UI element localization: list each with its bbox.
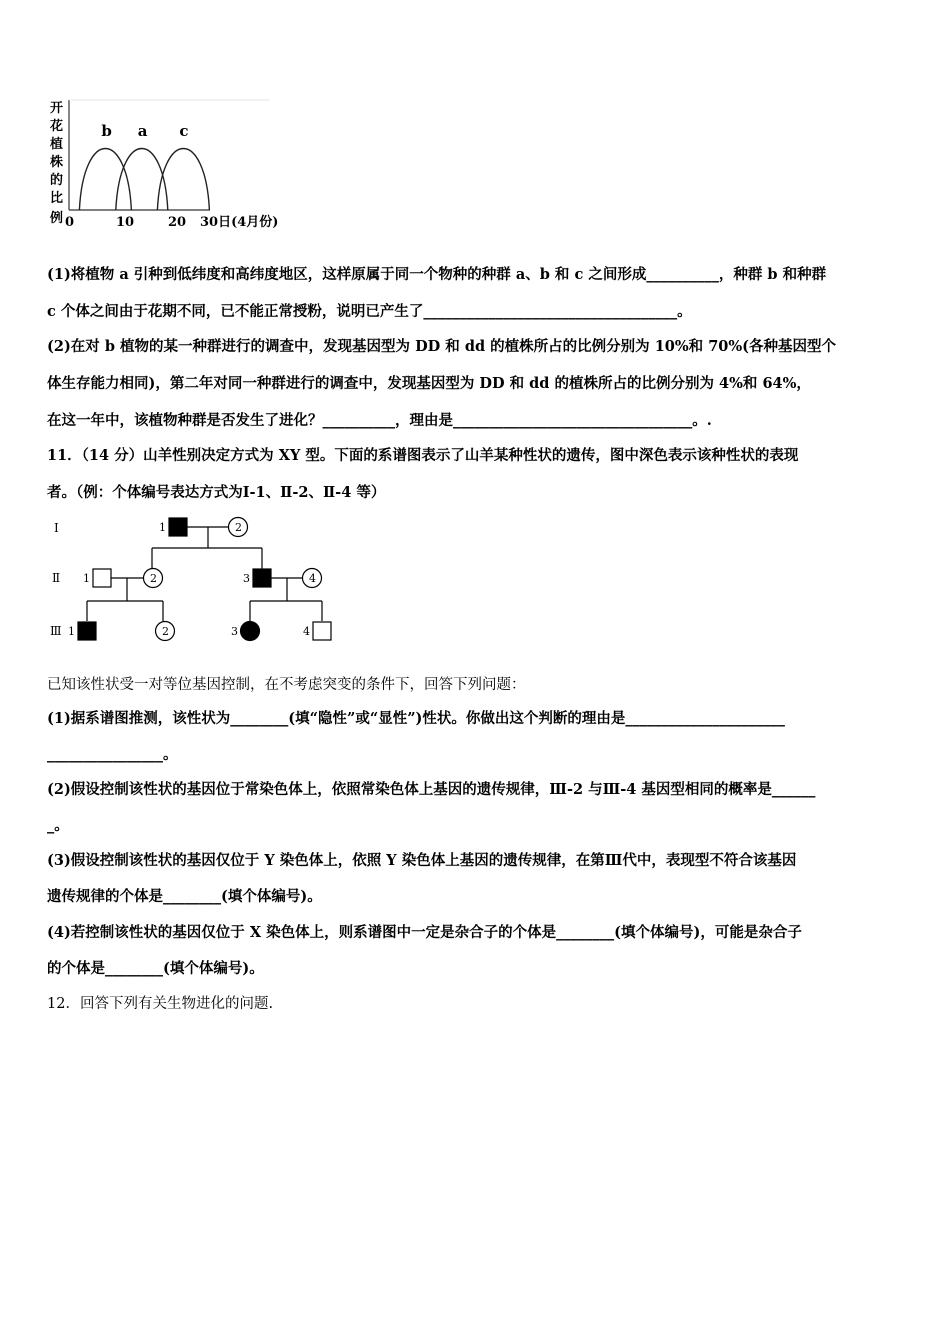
curve-label-a: a xyxy=(137,122,148,140)
individual-number-Ⅲ-1: 1 xyxy=(68,625,75,638)
chart-tick-0: 0 xyxy=(65,215,75,230)
chart-tick-20: 20 xyxy=(168,215,187,230)
individual-number-Ⅱ-4: 4 xyxy=(309,572,316,585)
q12-text: 12．回答下列有关生物进化的问题. xyxy=(47,996,274,1012)
pedigree-chart xyxy=(40,510,360,650)
individual-Ⅱ-3 xyxy=(253,569,271,587)
individual-number-Ⅱ-3: 3 xyxy=(243,572,250,585)
individual-number-Ⅲ-3: 3 xyxy=(231,625,238,638)
q11-p2-line1: (2)假设控制该性状的基因位于常染色体上，依照常染色体上基因的遗传规律，Ⅲ-2 与Ⅲ-4 基因型相同的概率是______ xyxy=(47,781,816,798)
q11-p3-line2: 遗传规律的个体是________(填个体编号)。 xyxy=(47,888,322,905)
curve-c xyxy=(157,149,209,211)
curve-label-b: b xyxy=(101,122,112,140)
gen-label-2: Ⅱ xyxy=(52,571,61,585)
q10-p2-line1: (2)在对 b 植物的某一种群进行的调查中，发现基因型为 DD 和 dd 的植株所占的比例分别为 10%和 70%(各种基因型个 xyxy=(47,338,837,355)
curve-label-c: c xyxy=(179,122,189,140)
individual-Ⅲ-1 xyxy=(78,622,96,640)
chart-ylabel-2: 花 xyxy=(50,119,64,134)
q10-p1-line1: (1)将植物 a 引种到低纬度和高纬度地区，这样原属于同一个物种的种群 a、b 和 c 之间形成__________，种群 b 和种群 xyxy=(47,266,827,283)
q10-p1-line2: c 个体之间由于花期不同，已不能正常授粉，说明已产生了___________________________________。 xyxy=(47,303,692,320)
individual-Ⅱ-1 xyxy=(93,569,111,587)
q11-p3-line1: (3)假设控制该性状的基因仅位于 Y 染色体上，依照 Y 染色体上基因的遗传规律，在第Ⅲ代中，表现型不符合该基因 xyxy=(47,852,797,869)
chart-ylabel-5: 的 xyxy=(50,173,64,188)
chart-ylabel-6: 比 xyxy=(50,191,64,206)
q10-p2-line3: 在这一年中，该植物种群是否发生了进化？__________，理由是_________________________________。. xyxy=(47,412,712,429)
individual-number-Ⅲ-2: 2 xyxy=(162,625,169,638)
curve-a xyxy=(116,149,168,211)
gen-label-1: Ⅰ xyxy=(54,521,59,535)
individual-number-Ⅰ-1: 1 xyxy=(159,521,166,534)
q11-p2-line2: _。 xyxy=(47,817,69,834)
q10-p2-line2: 体生存能力相同)，第二年对同一种群进行的调查中，发现基因型为 DD 和 dd 的植株所占的比例分别为 4%和 64%， xyxy=(47,375,811,392)
q11-known: 已知该性状受一对等位基因控制，在不考虑突变的条件下，回答下列问题： xyxy=(47,677,526,693)
flowering-chart xyxy=(40,98,290,238)
chart-tick-10: 10 xyxy=(116,215,135,230)
q11-intro-line2: 者。（例：个体编号表达方式为Ⅰ-1、Ⅱ-2、Ⅱ-4 等） xyxy=(47,484,386,501)
chart-ylabel-3: 植 xyxy=(50,137,64,152)
q11-intro-line1: 11．（14 分）山羊性别决定方式为 XY 型。下面的系谱图表示了山羊某种性状的遗传，图中深色表示该种性状的表现 xyxy=(47,447,799,464)
individual-Ⅲ-3 xyxy=(241,622,260,641)
q11-p4-line2: 的个体是________(填个体编号)。 xyxy=(47,960,264,977)
q11-p1-line2: ________________。 xyxy=(47,746,178,763)
chart-ylabel-7: 例 xyxy=(50,211,64,226)
chart-xlabel: 30日(4月份) xyxy=(200,215,279,230)
individual-number-Ⅰ-2: 2 xyxy=(235,521,242,534)
individual-number-Ⅲ-4: 4 xyxy=(303,625,310,638)
individual-Ⅲ-4 xyxy=(313,622,331,640)
q11-p1-line1: (1)据系谱图推测，该性状为________(填“隐性”或“显性”)性状。你做出这个判断的理由是______________________ xyxy=(47,710,785,727)
individual-Ⅰ-1 xyxy=(169,518,187,536)
chart-ylabel-4: 株 xyxy=(50,155,64,170)
chart-ylabel-1: 开 xyxy=(50,101,64,116)
individual-number-Ⅱ-2: 2 xyxy=(150,572,157,585)
q11-p4-line1: (4)若控制该性状的基因仅位于 X 染色体上，则系谱图中一定是杂合子的个体是________(填个体编号)，可能是杂合子 xyxy=(47,924,802,941)
individual-number-Ⅱ-1: 1 xyxy=(83,572,90,585)
curve-b xyxy=(79,149,131,211)
gen-label-3: Ⅲ xyxy=(50,624,62,638)
